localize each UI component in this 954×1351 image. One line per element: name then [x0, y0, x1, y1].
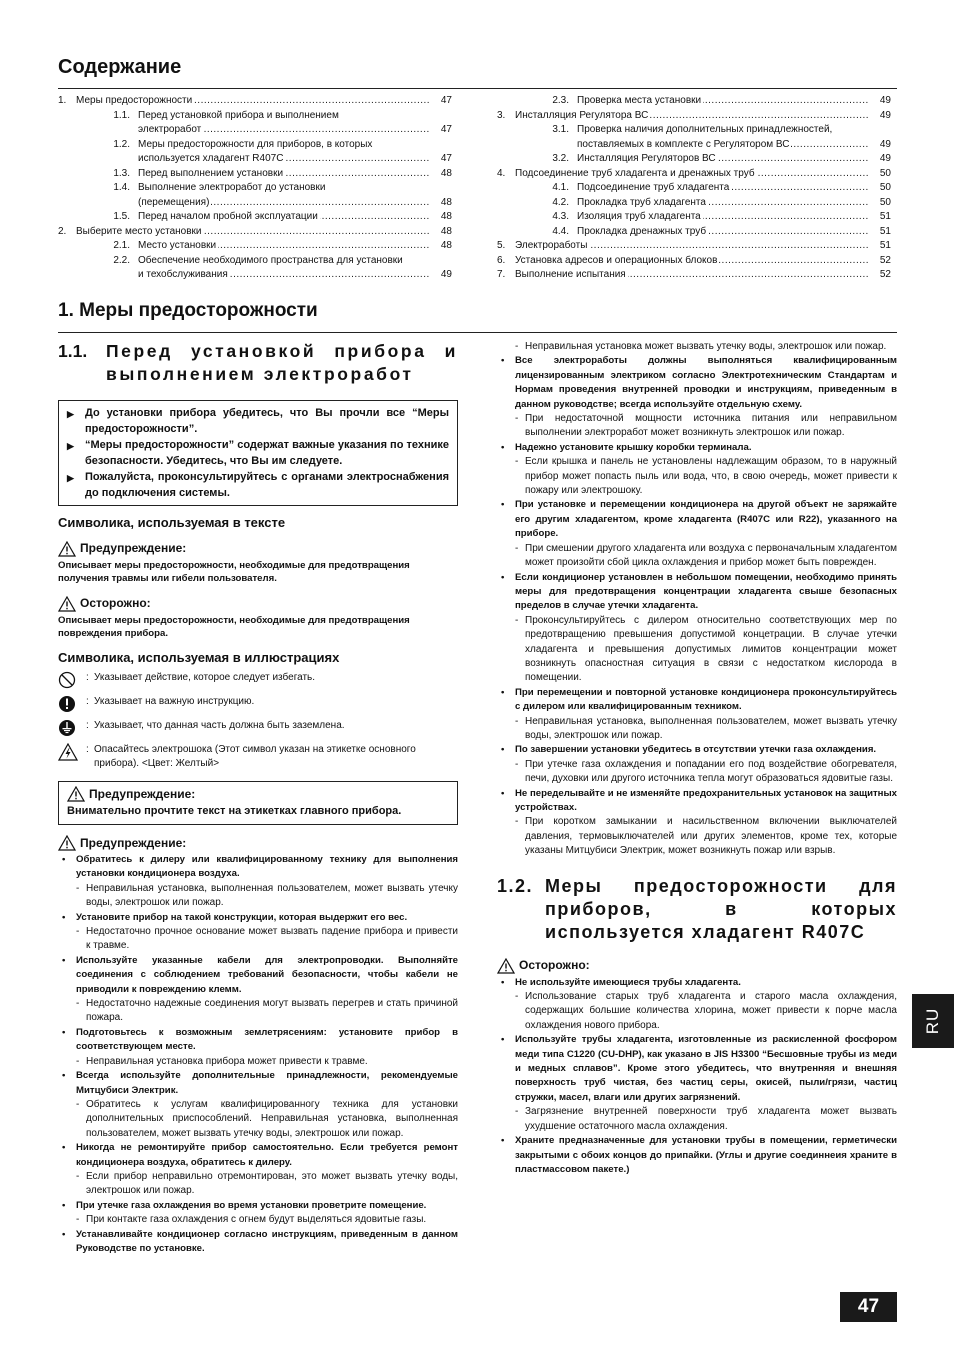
toc-entry: [497, 254, 891, 269]
toc-page: 48: [430, 196, 452, 211]
symbol-row: : Опасайтесь электрошока (Этот символ указан на этикетке основного прибора). <Цвет: Желтый>: [58, 743, 458, 771]
list-subtext: [58, 882, 458, 911]
subtext: При смешении другого хладагента или воздуха с первоначальным хладагентом может произойти сбой цикла охлаждения и прибор может быть поврежден.: [525, 542, 897, 569]
toc-entry: [497, 210, 891, 225]
exclamation-icon: [58, 695, 76, 713]
caution-label: Осторожно:: [80, 596, 151, 611]
list-subtext: [58, 997, 458, 1026]
toc-title-text: (перемещения): [138, 196, 210, 208]
subtext: Обратитесь к услугам квалифицированногу техника для установки дополнительных приспособлений. Неправильная установка, выполненная пользователем, может вызвать утечку воды, электрошок или пожар.: [86, 1098, 458, 1139]
toc-title: [577, 123, 869, 138]
toc-number: 1.: [58, 95, 67, 106]
toc-number: 2.1.: [113, 240, 130, 251]
toc-title-text: Инсталляция Регулятора ВС: [515, 109, 649, 121]
subtext: При коротком замыкании и насильственном включении выключателей давления, термовыключателей или других элементов, кроме тех, которые указаны Митцубиси Электрик, может возникнуть пожар или взрыв.: [525, 816, 897, 857]
toc-number: 2.: [58, 225, 67, 237]
toc-title-text: Выполнение электроработ до установки: [138, 182, 326, 193]
toc-entry: [497, 123, 891, 138]
list-subtext: [497, 542, 897, 571]
toc-title-text: Изоляция труб хладагента: [577, 211, 701, 222]
notice-text: “Меры предосторожности” содержат важные указания по технике безопасности. Убедитесь, что Вы им следуете.: [85, 439, 449, 467]
symbol-row: : Указывает на важную инструкцию.: [58, 695, 458, 713]
electric-shock-icon: [58, 743, 78, 761]
list-item: [58, 954, 458, 997]
toc-number: 3.1.: [552, 124, 569, 135]
toc-number: 1.4.: [113, 182, 130, 193]
toc-number: 5.: [497, 240, 506, 251]
toc-page: 51: [869, 210, 891, 225]
list-subtext: [58, 925, 458, 954]
toc-number: 4.1.: [552, 182, 569, 193]
bullet-icon: •: [62, 1070, 66, 1082]
list-item-text: Подготовьтесь к возможным землетрясениям: установите прибор в соответствующем месте.: [76, 1026, 458, 1053]
bullet-icon: •: [501, 787, 505, 799]
toc-entry-continuation: [497, 138, 891, 153]
dash: -: [515, 1106, 519, 1118]
list-item-text: При утечке газа охлаждения во время установки проветрите помещение.: [76, 1199, 427, 1211]
toc-title: [577, 94, 869, 109]
symbol-row: : Указывает действие, которое следует избегать.: [58, 671, 458, 689]
symbols-text-title: Символика, используемая в тексте: [58, 515, 286, 530]
toc-entry: [497, 268, 891, 283]
dash: -: [76, 1055, 80, 1067]
toc-page: 48: [430, 167, 452, 182]
bullet-icon: •: [501, 744, 505, 756]
toc-entry: [58, 138, 452, 153]
toc-page: 49: [869, 138, 891, 153]
dash: -: [515, 758, 519, 770]
language-label: RU: [923, 1007, 942, 1035]
toc-title-text: Выберите место установки: [76, 225, 202, 237]
right-caution-list: [497, 976, 897, 1178]
bullet-icon: •: [62, 1199, 66, 1211]
dash: -: [515, 542, 519, 554]
toc-title-text: электроработ: [138, 124, 202, 135]
toc-page: 48: [430, 225, 452, 240]
list-subtext: [497, 758, 897, 787]
toc-title: [577, 210, 869, 225]
toc-number: 4.3.: [552, 211, 569, 222]
toc-number: 6.: [497, 254, 506, 266]
toc-page: 49: [869, 94, 891, 109]
toc-entry: [497, 152, 891, 167]
toc-title-text: и техобслуживания: [138, 269, 228, 280]
toc-title-text: Обеспечение необходимого пространства для установки: [138, 254, 403, 266]
toc-number: 4.2.: [552, 196, 569, 208]
list-item-text: Установите прибор на такой конструкции, которая выдержит его вес.: [76, 911, 408, 923]
dash: -: [76, 882, 80, 894]
list-item: [497, 1033, 897, 1105]
warning-heading: [58, 541, 458, 557]
list-item-text: Не переделывайте и не изменяйте предохранительных установок на защитных устройствах.: [515, 787, 897, 813]
toc-page: 51: [869, 239, 891, 254]
toc-entry: [58, 167, 452, 182]
symbol-text: Указывает, что данная часть должна быть заземлена.: [94, 720, 345, 731]
toc-right-column: [497, 94, 891, 283]
list-item-text: При перемещении и повторной установке кондиционера проконсультируйтесь с дилером или квалифицированным техником.: [515, 686, 897, 713]
subtext: При контакте газа охлаждения с огнем будут выделяться ядовитые газы.: [86, 1214, 427, 1226]
list-item: [58, 853, 458, 882]
list-subtext: [58, 1055, 458, 1069]
list-item-text: Надежно установите крышку коробки терминала.: [515, 441, 752, 453]
bullet-icon: •: [501, 499, 505, 511]
bullet-icon: •: [62, 954, 66, 966]
dash: -: [515, 614, 519, 626]
warning2-label: Предупреждение:: [80, 835, 187, 850]
left-warning-list: [58, 853, 458, 1256]
toc-title-text: Инсталляция Регуляторов ВС: [577, 153, 716, 164]
right-column: [497, 340, 897, 1177]
notice-box: [58, 400, 458, 506]
toc-page: 50: [869, 167, 891, 182]
symbol-row: : Указывает, что данная часть должна быть заземлена.: [58, 719, 458, 737]
list-item: [497, 743, 897, 757]
warning-label: Предупреждение:: [80, 541, 187, 556]
subtext: Использование старых труб хладагента и старого масла охлаждения, содержащих большие количества хлорина, может привести к порче масла охлаждения нового прибора.: [525, 991, 897, 1031]
play-triangle-icon: ▶: [67, 409, 74, 419]
dash: -: [76, 926, 80, 938]
toc-entry: [58, 239, 452, 254]
toc-title: [577, 138, 869, 153]
subtext: Неправильная установка прибора может привести к травме.: [86, 1055, 368, 1067]
list-item: [497, 571, 897, 614]
list-item-text: Используйте указанные кабели для электропроводки. Выполняйте соединения с соблюдением требований безопасности, чтобы кабели не приводили к повреждению клемм.: [76, 954, 458, 995]
list-item: [58, 1026, 458, 1055]
list-item: [58, 1228, 458, 1257]
list-item-text: Используйте трубы хладагента, изготовленные из раскисленной фосфором меди типа C1220 (CU-DHP), как указано в JIS H3300 “Бесшовные трубы из меди и медных сплавов”. Кроме этого убедитесь, что внутренняя и внешняя поверхность труб чистая, без частиц серы, окисей, пыли/грязи, частиц стружки, масел, влаги или других загрязнений.: [515, 1034, 897, 1103]
right-warning-list: [497, 354, 897, 858]
subtext: Если прибор неправильно отремонтирован, это может вызвать утечку воды, электрошок или пожар.: [86, 1170, 458, 1197]
bullet-icon: •: [62, 1142, 66, 1154]
toc-page: 52: [869, 268, 891, 283]
toc-page: 51: [869, 225, 891, 240]
subtext: При недостаточной мощности источника питания или неправильном выполнении электроработ может возникнуть электрошок или пожар.: [525, 413, 897, 439]
list-item-text: Никогда не ремонтируйте прибор самостоятельно. Если требуется ремонт кондиционера воздуха, обратитесь к дилеру.: [76, 1142, 458, 1168]
toc-title: [515, 167, 869, 182]
toc-title: [76, 225, 430, 240]
list-item: [58, 911, 458, 925]
subtext: Если крышка и панель не установлены надлежащим образом, то в наружный прибор может попасть пыль или вода, что, в свою очередь, может привести к пожару или электрошоку.: [525, 456, 897, 497]
list-item-text: Храните предназначенные для установки трубы в помещении, герметически закрытыми с обоих концов до припайки. (Углы и другие соединнеия храните в пластмассовом пакете.): [515, 1135, 897, 1175]
list-item: [58, 1069, 458, 1098]
toc-title-text: Проверка наличия дополнительных принадлежностей,: [577, 124, 833, 135]
toc-title-text: Прокладка дренажных труб: [577, 225, 707, 237]
toc-page: 48: [430, 210, 452, 225]
bullet-icon: •: [501, 976, 505, 988]
toc-title-text: используется хладагент R407C: [138, 153, 284, 164]
warning-description: Описывает меры предосторожности, необходимые для предотвращения получения травмы или гибели пользователя.: [58, 559, 410, 584]
list-subtext: [497, 990, 897, 1033]
symbol-text: Указывает действие, которое следует избегать.: [94, 672, 316, 683]
toc-entry: [497, 181, 891, 196]
dash: -: [515, 456, 519, 468]
toc-page: 47: [430, 152, 452, 167]
toc-entry-continuation: [58, 123, 452, 138]
toc-title-text: Меры предосторожности для приборов, в которых: [138, 138, 373, 150]
warning-triangle-icon: [58, 541, 76, 557]
toc-entry-continuation: [58, 268, 452, 283]
toc-number: 1.1.: [113, 109, 130, 121]
toc-entry: [497, 109, 891, 124]
caution-description: Описывает меры предосторожности, необходимые для предотвращения повреждения прибора.: [58, 614, 410, 639]
toc-page: 50: [869, 196, 891, 211]
toc-entry: [497, 225, 891, 240]
toc-page: 47: [430, 123, 452, 138]
toc-page: 48: [430, 239, 452, 254]
toc-title: [138, 268, 430, 283]
toc-title: [138, 239, 430, 254]
toc-title: [515, 268, 869, 283]
toc-title-text: Перед началом пробной эксплуатации: [138, 211, 318, 222]
bullet-icon: •: [501, 441, 505, 453]
play-triangle-icon: ▶: [67, 441, 74, 451]
contents-rule: [58, 88, 897, 89]
caution-triangle-icon: [58, 596, 76, 612]
toc-number: 2.3.: [552, 95, 569, 106]
symbol-text: Опасайтесь электрошока (Этот символ указан на этикетке основного прибора). <Цвет: Желтый>: [94, 744, 416, 769]
subsection-number: 1.2.: [497, 875, 534, 896]
toc-entry: [58, 210, 452, 225]
subtext: При утечке газа охлаждения и попадании его под воздействие обогревателя, печи, духовки или другого источника тепла могут образоваться ядовитые газы.: [525, 758, 897, 785]
list-item-text: Если кондиционер установлен в небольшом помещении, необходимо принять меры для предотвращения концентрации хладагента свыше безопасных пределов в случае утечки хладагента.: [515, 571, 897, 612]
toc-title: [76, 94, 430, 109]
toc-number: 1.3.: [113, 167, 130, 179]
list-item-text: Все электроработы должны выполняться квалифицированным лицензированным электриком согласно Электротехническим Стандартам и Нормам проведения внутренней проводки и инструкциям, приведенным в данном руководстве; всегда используйте отдельную схему.: [515, 355, 897, 410]
symbols-illus-title: Символика, используемая в иллюстрациях: [58, 649, 340, 665]
toc-number: 4.4.: [552, 225, 569, 237]
notice-item: [67, 405, 449, 437]
dash: -: [76, 1214, 80, 1226]
toc-entry: [58, 109, 452, 124]
label-warning-box: [58, 781, 458, 825]
toc-page: 52: [869, 254, 891, 269]
toc-number: 3.: [497, 109, 506, 121]
bullet-icon: •: [501, 571, 505, 583]
toc-page: 49: [869, 109, 891, 124]
bullet-icon: •: [62, 911, 66, 923]
toc-title-text: Электроработы: [515, 240, 588, 251]
toc-entry: [497, 167, 891, 182]
toc-title: [577, 196, 869, 211]
toc-title-text: Меры предосторожности: [76, 95, 193, 106]
toc-title-text: Прокладка труб хладагента: [577, 196, 706, 208]
toc-number: 7.: [497, 269, 506, 280]
toc-title: [138, 210, 430, 225]
toc-entry: [58, 225, 452, 240]
section-title: 1. Меры предосторожности: [58, 300, 318, 321]
toc-number: 1.5.: [113, 211, 130, 222]
subtext: Неправильная установка может вызвать утечку воды, электрошок или пожар.: [525, 341, 887, 352]
list-subtext: [58, 1098, 458, 1141]
list-subtext: [497, 412, 897, 441]
play-triangle-icon: ▶: [67, 473, 74, 483]
toc-title-text: Место установки: [138, 240, 217, 251]
caution-heading: [58, 596, 458, 612]
toc-title: [577, 152, 869, 167]
prohibited-icon: [58, 671, 76, 689]
toc-entry: [497, 196, 891, 211]
toc-title: [138, 254, 430, 269]
page-number: 47: [840, 1292, 897, 1322]
dash: -: [515, 715, 519, 727]
list-subtext: [497, 614, 897, 686]
subtext: Недостаточно прочное основание может вызвать падение прибора и привести к травме.: [86, 926, 458, 952]
toc-title: [138, 123, 430, 138]
subsection-title: Перед установкой прибора и выполнением электроработ: [106, 341, 458, 384]
list-item: [497, 441, 897, 455]
list-item-text: По завершении установки убедитесь в отсутствии утечки газа охлаждения.: [515, 744, 877, 756]
list-subtext: [497, 715, 897, 744]
notice-text: Пожалуйста, проконсультируйтесь с органами электроснабжения до подключения системы.: [85, 471, 449, 499]
toc-title: [138, 196, 430, 211]
toc-title-text: Подсоединение труб хладагента: [577, 182, 730, 193]
bullet-icon: •: [62, 1026, 66, 1038]
left-column: [58, 340, 458, 1256]
toc-title-text: Проверка места установки: [577, 95, 702, 106]
ground-icon: [58, 719, 76, 737]
subsection-title: Меры предосторожности для приборов, в которых используется хладагент R407C: [545, 875, 897, 942]
list-item: [497, 498, 897, 541]
toc-title: [515, 254, 869, 269]
dash: -: [515, 816, 519, 828]
list-subtext: [58, 1170, 458, 1199]
toc-title: [138, 109, 430, 124]
caution-triangle-icon: [497, 958, 515, 974]
symbol-text: Указывает на важную инструкцию.: [94, 696, 255, 707]
toc-title-text: Подсоединение труб хладагента и дренажных труб: [515, 167, 755, 179]
toc-number: 4.: [497, 167, 506, 179]
dash: -: [76, 998, 80, 1010]
toc-entry: [58, 181, 452, 196]
toc-title: [577, 225, 869, 240]
warning-triangle-icon: [67, 786, 85, 802]
toc-title: [577, 181, 869, 196]
subtext: Неправильная установка, выполненная пользователем, может вызвать утечку воды, электрошок или пожар.: [86, 882, 458, 909]
list-subtext: [497, 455, 897, 498]
list-subtext: - Неправильная установка может вызвать утечку воды, электрошок или пожар.: [497, 340, 897, 354]
subtext: Недостаточно надежные соединения могут вызвать перегрев и стать причиной пожара.: [86, 998, 458, 1024]
warning-triangle-icon: [58, 835, 76, 851]
toc-title-text: Выполнение испытания: [515, 269, 626, 280]
list-subtext: [58, 1213, 458, 1227]
language-tab: [912, 994, 954, 1048]
subtext: Неправильная установка, выполненная пользователем, может вызвать утечку воды, электрошок или пожар.: [525, 715, 897, 741]
subtext: Загрязнение внутренней поверхности труб хладагента может вызвать ухудшение остаточного масла охлаждения.: [525, 1106, 897, 1132]
bullet-icon: •: [501, 355, 505, 367]
toc-title: [138, 167, 430, 182]
bullet-icon: •: [62, 854, 66, 865]
label-warning-heading: [67, 786, 449, 802]
bullet-icon: •: [62, 1228, 66, 1240]
toc-number: 2.2.: [113, 254, 130, 266]
dash: -: [515, 991, 519, 1003]
list-subtext: [497, 1105, 897, 1134]
label-box-text: Внимательно прочтите текст на этикетках главного прибора.: [67, 805, 402, 817]
toc-title-text: Установка адресов и операционных блоков: [515, 254, 718, 266]
label-box-title: Предупреждение:: [89, 786, 196, 801]
toc-title-text: поставляемых в комплекте с Регулятором ВС: [577, 138, 790, 150]
subsection-1-2-heading: [497, 875, 897, 944]
notice-item: [67, 469, 449, 501]
subsection-1-1-heading: [58, 340, 458, 386]
list-item: [58, 1141, 458, 1170]
list-item: [58, 1199, 458, 1213]
dash: -: [76, 1098, 80, 1110]
section-rule: [58, 332, 897, 333]
contents-title: Содержание: [58, 56, 182, 78]
warning2-heading: [58, 835, 458, 851]
toc-title-text: Перед выполнением установки: [138, 167, 284, 179]
toc-title: [138, 181, 430, 196]
toc-left-column: [58, 94, 452, 283]
list-item: [497, 1134, 897, 1177]
list-item-text: Обратитесь к дилеру или квалифицированному технику для выполнения установки кондиционера воздуха.: [76, 854, 458, 880]
toc-title: [515, 109, 869, 124]
toc-page: 47: [430, 94, 452, 109]
toc-page: 50: [869, 181, 891, 196]
dash: -: [515, 413, 519, 425]
bullet-icon: •: [501, 1135, 505, 1147]
list-item-text: При установке и перемещении кондиционера на другой объект не заряжайте его другим хладагентом, кроме хладагента (R407C или R22), указанного на приборе.: [515, 499, 897, 540]
bullet-icon: •: [501, 686, 505, 698]
toc-entry: [58, 94, 452, 109]
list-item: [497, 787, 897, 816]
caution2-label: Осторожно:: [519, 958, 590, 973]
toc-page: 49: [869, 152, 891, 167]
list-subtext: [497, 815, 897, 858]
list-item: [497, 976, 897, 990]
toc-entry: [497, 239, 891, 254]
toc-title-text: Перед установкой прибора и выполнением: [138, 109, 339, 121]
subsection-number: 1.1.: [58, 341, 88, 361]
subtext: Проконсультируйтесь с дилером относительно соответствующих мер по предотвращению превышения допустимой концетрации. В случае утечки хладагента и превышения допустимых лимитов концентрации может возникнуть опасностная ситуация в связи с недостатком кислорода в помещении.: [525, 614, 897, 684]
toc-number: 1.2.: [113, 138, 130, 150]
toc-title: [515, 239, 869, 254]
list-item: [497, 354, 897, 412]
toc-entry-continuation: [58, 152, 452, 167]
toc-entry: [497, 94, 891, 109]
list-item-text: Не используйте имеющиеся трубы хладагента.: [515, 976, 741, 988]
toc-title: [138, 138, 430, 153]
toc-title: [138, 152, 430, 167]
bullet-icon: •: [501, 1034, 505, 1046]
toc-entry: [58, 254, 452, 269]
toc-page: 49: [430, 268, 452, 283]
toc-entry-continuation: [58, 196, 452, 211]
toc-number: 3.2.: [552, 153, 569, 164]
notice-text: До установки прибора убедитесь, что Вы прочли все “Меры предосторожности”.: [85, 407, 449, 435]
list-item-text: Устанавливайте кондиционер согласно инструкциям, приведенным в данном Руководстве по установке.: [76, 1228, 458, 1254]
dash: -: [76, 1170, 80, 1182]
caution2-heading: [497, 958, 897, 974]
notice-item: [67, 437, 449, 469]
list-item-text: Всегда используйте дополнительные принадлежности, рекомендуемые Митцубиси Электрик.: [76, 1070, 458, 1096]
list-item: [497, 686, 897, 715]
